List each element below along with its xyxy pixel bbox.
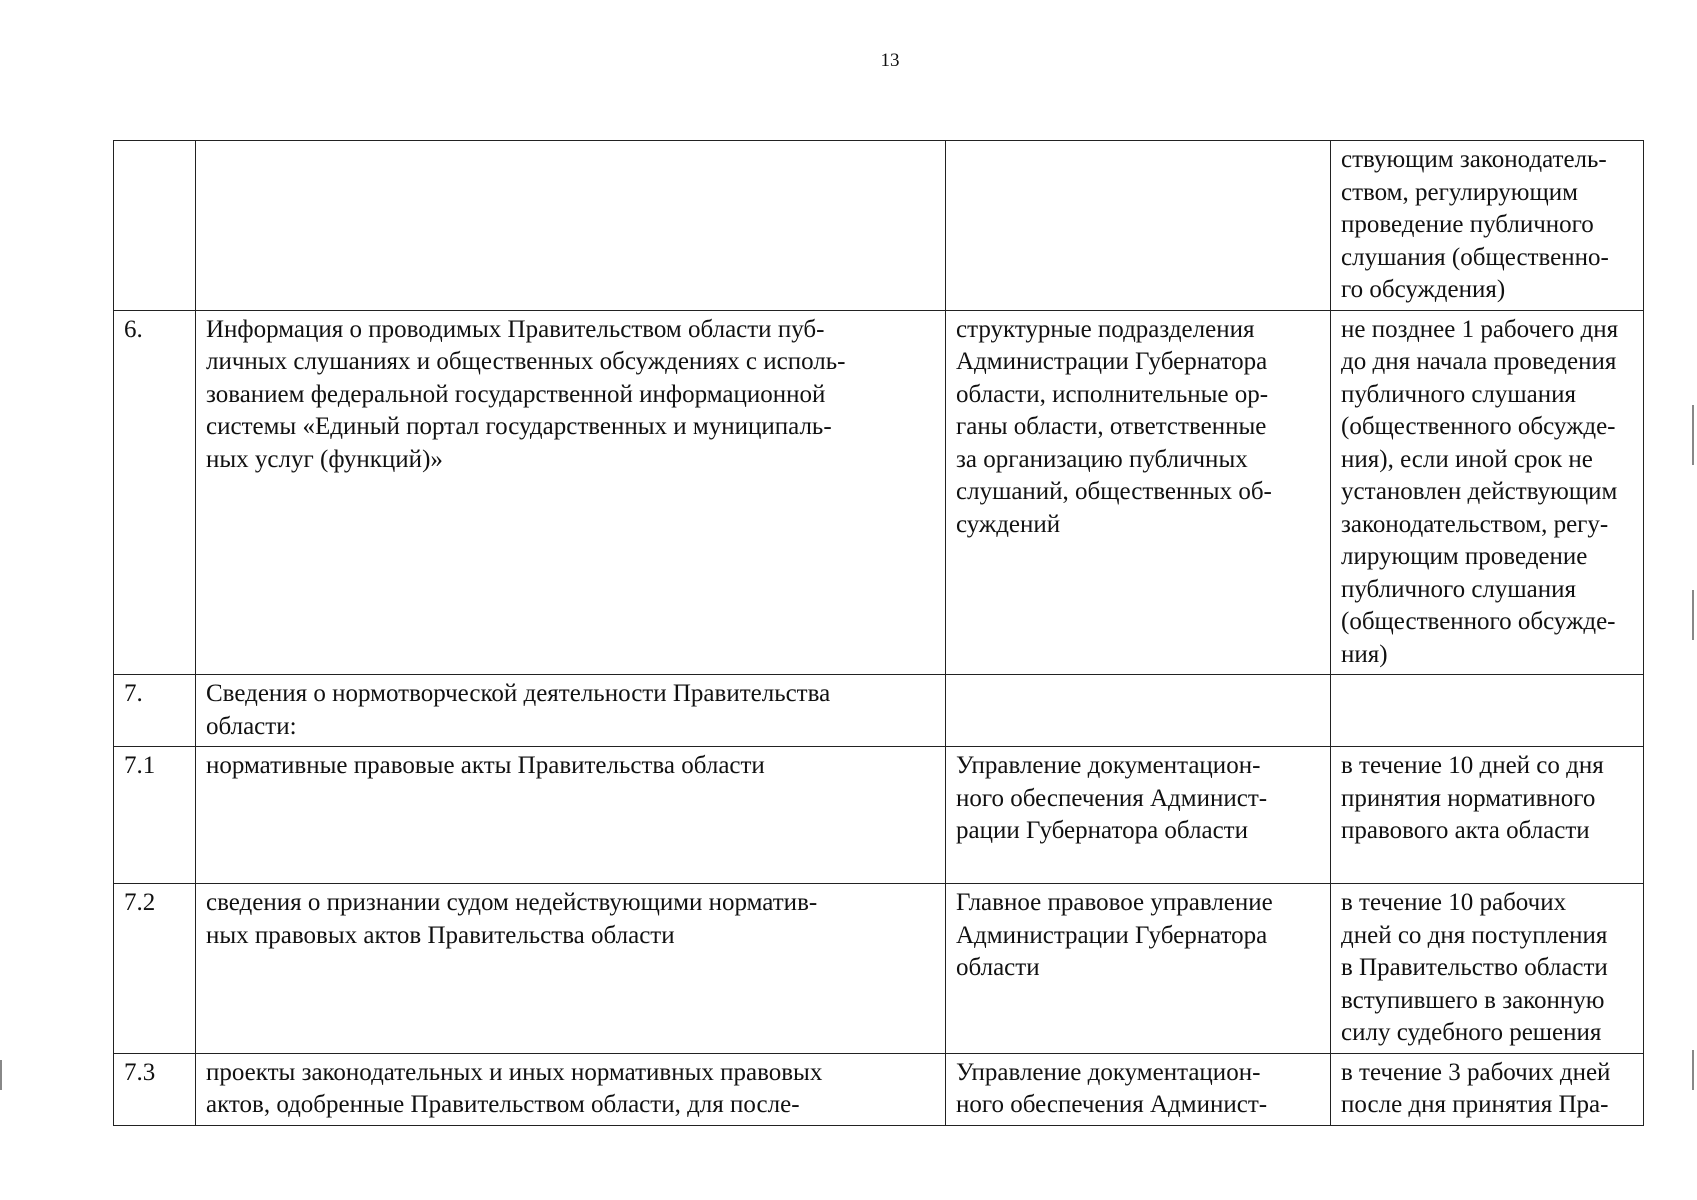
information-cell: [196, 884, 946, 1054]
information-cell: [196, 141, 946, 311]
cell-text-line: ных услуг (функций)»: [206, 445, 443, 473]
responsible-cell: [946, 675, 1331, 747]
scan-margin-mark: [1692, 405, 1694, 465]
table-row: [114, 310, 1644, 675]
cell-text-line: го обсуждения): [1341, 276, 1506, 303]
row-number-cell: [114, 141, 196, 311]
cell-text-line: ного обеспечения Админист-: [956, 1091, 1268, 1118]
cell-text-line: в течение 3 рабочих дней: [1341, 1058, 1611, 1086]
table-row: [114, 884, 1644, 1054]
scan-margin-mark: [0, 1060, 2, 1090]
document-table: [113, 140, 1644, 1126]
cell-text-line: публичного слушания: [1341, 380, 1577, 408]
cell-text-line: законодательством, регу-: [1341, 510, 1609, 538]
cell-text-line: в Правительство области: [1341, 954, 1608, 981]
table-row: [114, 747, 1644, 884]
cell-text-line: Информация о проводимых Правительством области пуб-: [206, 315, 825, 343]
cell-text-line: не позднее 1 рабочего дня: [1341, 315, 1619, 343]
row-number-cell: 7.2: [114, 884, 196, 1054]
row-number-cell: 7.: [114, 675, 196, 747]
cell-text-line: слушания (общественно-: [1341, 243, 1609, 271]
cell-text-line: системы «Единый портал государственных и муниципаль-: [206, 413, 832, 440]
cell-text-line: проекты законодательных и иных нормативных правовых: [206, 1058, 823, 1086]
cell-text-line: структурные подразделения: [956, 315, 1255, 343]
cell-text-line: проведение публичного: [1341, 211, 1594, 238]
cell-text-line: правового акта области: [1341, 817, 1590, 844]
cell-text-line: Управление документацион-: [956, 752, 1261, 779]
row-number-cell: 7.3: [114, 1053, 196, 1125]
row-number-cell: 7.1: [114, 747, 196, 884]
table-row: [114, 675, 1644, 747]
cell-text-line: Главное правовое управление: [956, 889, 1273, 916]
cell-text-line: (общественного обсужде-: [1341, 608, 1616, 635]
cell-text-line: зованием федеральной государственной информационной: [206, 380, 826, 408]
cell-text-line: слушаний, общественных об-: [956, 478, 1272, 505]
row-number-cell: 6.: [114, 310, 196, 675]
table-row: [114, 141, 1644, 311]
responsible-cell: [946, 884, 1331, 1054]
information-cell: [196, 310, 946, 675]
term-cell: [1331, 141, 1644, 311]
cell-text-line: ных правовых актов Правительства области: [206, 921, 675, 949]
cell-text-line: ствующим законодатель-: [1341, 146, 1607, 173]
cell-text-line: за организацию публичных: [956, 445, 1248, 473]
responsible-cell: [946, 141, 1331, 311]
cell-text-line: области, исполнительные ор-: [956, 380, 1269, 408]
term-cell: [1331, 747, 1644, 884]
cell-text-line: Сведения о нормотворческой деятельности Правительства: [206, 680, 831, 707]
cell-text-line: актов, одобренные Правительством области, для после-: [206, 1091, 800, 1118]
table-row: [114, 1053, 1644, 1125]
page-number: 13: [880, 50, 900, 71]
scan-margin-mark: [1692, 590, 1694, 640]
term-cell: [1331, 1053, 1644, 1125]
cell-text-line: силу судебного решения: [1341, 1019, 1602, 1046]
cell-text-line: личных слушаниях и общественных обсуждениях с исполь-: [206, 348, 846, 375]
cell-text-line: дней со дня поступления: [1341, 921, 1608, 949]
scan-margin-mark: [1692, 1050, 1694, 1090]
cell-text-line: Управление документацион-: [956, 1058, 1261, 1086]
cell-text-line: рации Губернатора области: [956, 817, 1248, 844]
cell-text-line: ганы области, ответственные: [956, 413, 1267, 440]
table-body: [114, 141, 1644, 1126]
term-cell: [1331, 884, 1644, 1054]
cell-text-line: публичного слушания: [1341, 575, 1577, 603]
cell-text-line: ния), если иной срок не: [1341, 445, 1593, 473]
cell-text-line: после дня принятия Пра-: [1341, 1091, 1609, 1118]
term-cell: [1331, 310, 1644, 675]
responsible-cell: [946, 1053, 1331, 1125]
responsible-cell: [946, 310, 1331, 675]
cell-text-line: Администрации Губернатора: [956, 921, 1268, 949]
cell-text-line: установлен действующим: [1341, 478, 1618, 505]
responsible-cell: [946, 747, 1331, 884]
cell-text-line: сведения о признании судом недействующими норматив-: [206, 889, 818, 916]
cell-text-line: ния): [1341, 640, 1388, 668]
cell-text-line: нормативные правовые акты Правительства области: [206, 752, 765, 779]
cell-text-line: принятия нормативного: [1341, 784, 1596, 812]
information-cell: [196, 747, 946, 884]
information-cell: [196, 675, 946, 747]
cell-text-line: вступившего в законную: [1341, 986, 1605, 1014]
cell-text-line: области: [956, 954, 1040, 981]
information-cell: [196, 1053, 946, 1125]
cell-text-line: в течение 10 рабочих: [1341, 889, 1567, 916]
cell-text-line: лирующим проведение: [1341, 543, 1588, 570]
cell-text-line: (общественного обсужде-: [1341, 413, 1616, 440]
cell-text-line: ством, регулирующим: [1341, 178, 1578, 206]
cell-text-line: до дня начала проведения: [1341, 348, 1617, 375]
cell-text-line: суждений: [956, 510, 1061, 538]
cell-text-line: ного обеспечения Админист-: [956, 784, 1268, 812]
cell-text-line: Администрации Губернатора: [956, 348, 1268, 375]
cell-text-line: области:: [206, 712, 297, 740]
term-cell: [1331, 675, 1644, 747]
cell-text-line: в течение 10 дней со дня: [1341, 752, 1604, 779]
